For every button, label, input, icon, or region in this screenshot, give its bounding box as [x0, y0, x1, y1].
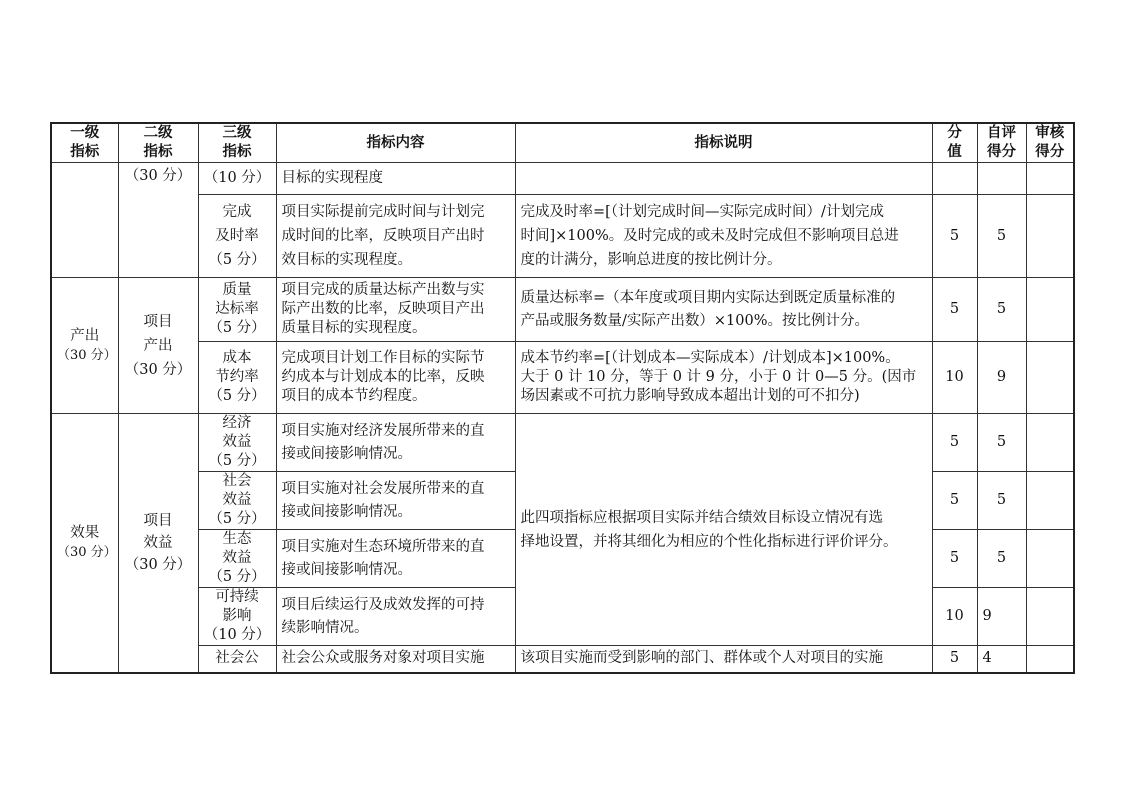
l3-cell: （10 分）	[198, 163, 276, 195]
header-row	[51, 123, 1074, 163]
audit-score-cell	[1026, 163, 1074, 195]
score-cell	[932, 163, 977, 195]
content-cell: 项目完成的质量达标产出数与实 际产出数的比率，反映项目产出 质量目标的实现程度。	[276, 278, 515, 342]
header-l3: 三级 指标	[198, 123, 276, 163]
audit-score-cell	[1026, 278, 1074, 342]
l1-cell-blank	[51, 163, 118, 278]
content-cell: 完成项目计划工作目标的实际节 约成本与计划成本的比率，反映 项目的成本节约程度。	[276, 342, 515, 414]
l1-effect-cell: 效果 （30 分）	[51, 414, 118, 673]
content-cell: 项目实施对社会发展所带来的直 接或间接影响情况。	[276, 472, 515, 530]
score-cell: 5	[932, 278, 977, 342]
table-row	[51, 195, 1074, 278]
audit-score-cell	[1026, 414, 1074, 472]
header-self-score: 自评 得分	[977, 123, 1026, 163]
score-cell: 5	[932, 530, 977, 588]
l3-cell: 生态 效益 （5 分）	[198, 530, 276, 588]
audit-score-cell	[1026, 588, 1074, 646]
self-score-cell: 5	[977, 414, 1026, 472]
evaluation-table	[50, 122, 1075, 674]
audit-score-cell	[1026, 342, 1074, 414]
header-description: 指标说明	[515, 123, 932, 163]
content-cell: 社会公众或服务对象对项目实施	[276, 646, 515, 673]
table-row	[51, 414, 1074, 472]
l3-cell: 完成 及时率 （5 分）	[198, 195, 276, 278]
l2-effect-cell: 项目 效益 （30 分）	[118, 414, 198, 673]
score-cell: 5	[932, 195, 977, 278]
self-score-cell: 5	[977, 530, 1026, 588]
self-score-cell: 9	[977, 342, 1026, 414]
content-cell: 项目后续运行及成效发挥的可持 续影响情况。	[276, 588, 515, 646]
l3-cell: 可持续 影响 （10 分）	[198, 588, 276, 646]
header-audit-score: 审核 得分	[1026, 123, 1074, 163]
content-cell: 项目实际提前完成时间与计划完 成时间的比率，反映项目产出时 效目标的实现程度。	[276, 195, 515, 278]
self-score-cell	[977, 163, 1026, 195]
shared-description-cell: 此四项指标应根据项目实际并结合绩效目标设立情况有选 择地设置，并将其细化为相应的个性化指标进行评价评分。	[515, 414, 932, 646]
audit-score-cell	[1026, 646, 1074, 673]
self-score-cell: 5	[977, 472, 1026, 530]
header-l2: 二级 指标	[118, 123, 198, 163]
content-cell: 目标的实现程度	[276, 163, 515, 195]
l3-cell: 成本 节约率 （5 分）	[198, 342, 276, 414]
header-score: 分 值	[932, 123, 977, 163]
l3-cell: 社会 效益 （5 分）	[198, 472, 276, 530]
header-content: 指标内容	[276, 123, 515, 163]
l3-cell: 经济 效益 （5 分）	[198, 414, 276, 472]
self-score-cell: 9	[977, 588, 1026, 646]
audit-score-cell	[1026, 530, 1074, 588]
description-cell: 成本节约率=[（计划成本—实际成本）/计划成本]×100%。 大于 0 计 10 分，等于 0 计 9 分，小于 0 计 0—5 分。(因市 场因素或不可抗力影响导致成本超出计划的可不扣分)	[515, 342, 932, 414]
score-cell: 10	[932, 342, 977, 414]
score-cell: 5	[932, 646, 977, 673]
l2-cell: （30 分）	[118, 163, 198, 278]
score-cell: 10	[932, 588, 977, 646]
description-cell: 质量达标率=（本年度或项目期内实际达到既定质量标准的 产品或服务数量/实际产出数）×100%。按比例计分。	[515, 278, 932, 342]
self-score-cell: 4	[977, 646, 1026, 673]
l1-output-cell: 产出 （30 分）	[51, 278, 118, 414]
audit-score-cell	[1026, 195, 1074, 278]
l3-cell: 质量 达标率 （5 分）	[198, 278, 276, 342]
description-cell	[515, 163, 932, 195]
self-score-cell: 5	[977, 278, 1026, 342]
content-cell: 项目实施对经济发展所带来的直 接或间接影响情况。	[276, 414, 515, 472]
content-cell: 项目实施对生态环境所带来的直 接或间接影响情况。	[276, 530, 515, 588]
audit-score-cell	[1026, 472, 1074, 530]
description-cell: 该项目实施而受到影响的部门、群体或个人对项目的实施	[515, 646, 932, 673]
l2-output-cell: 项目 产出 （30 分）	[118, 278, 198, 414]
table-row	[51, 163, 1074, 195]
header-l1: 一级 指标	[51, 123, 118, 163]
description-cell: 完成及时率=[（计划完成时间—实际完成时间）/计划完成 时间]×100%。及时完成的或未及时完成但不影响项目总进 度的计满分，影响总进度的按比例计分。	[515, 195, 932, 278]
table-row	[51, 342, 1074, 414]
self-score-cell: 5	[977, 195, 1026, 278]
table-row	[51, 646, 1074, 673]
score-cell: 5	[932, 414, 977, 472]
score-cell: 5	[932, 472, 977, 530]
l3-cell: 社会公	[198, 646, 276, 673]
table-row	[51, 278, 1074, 342]
